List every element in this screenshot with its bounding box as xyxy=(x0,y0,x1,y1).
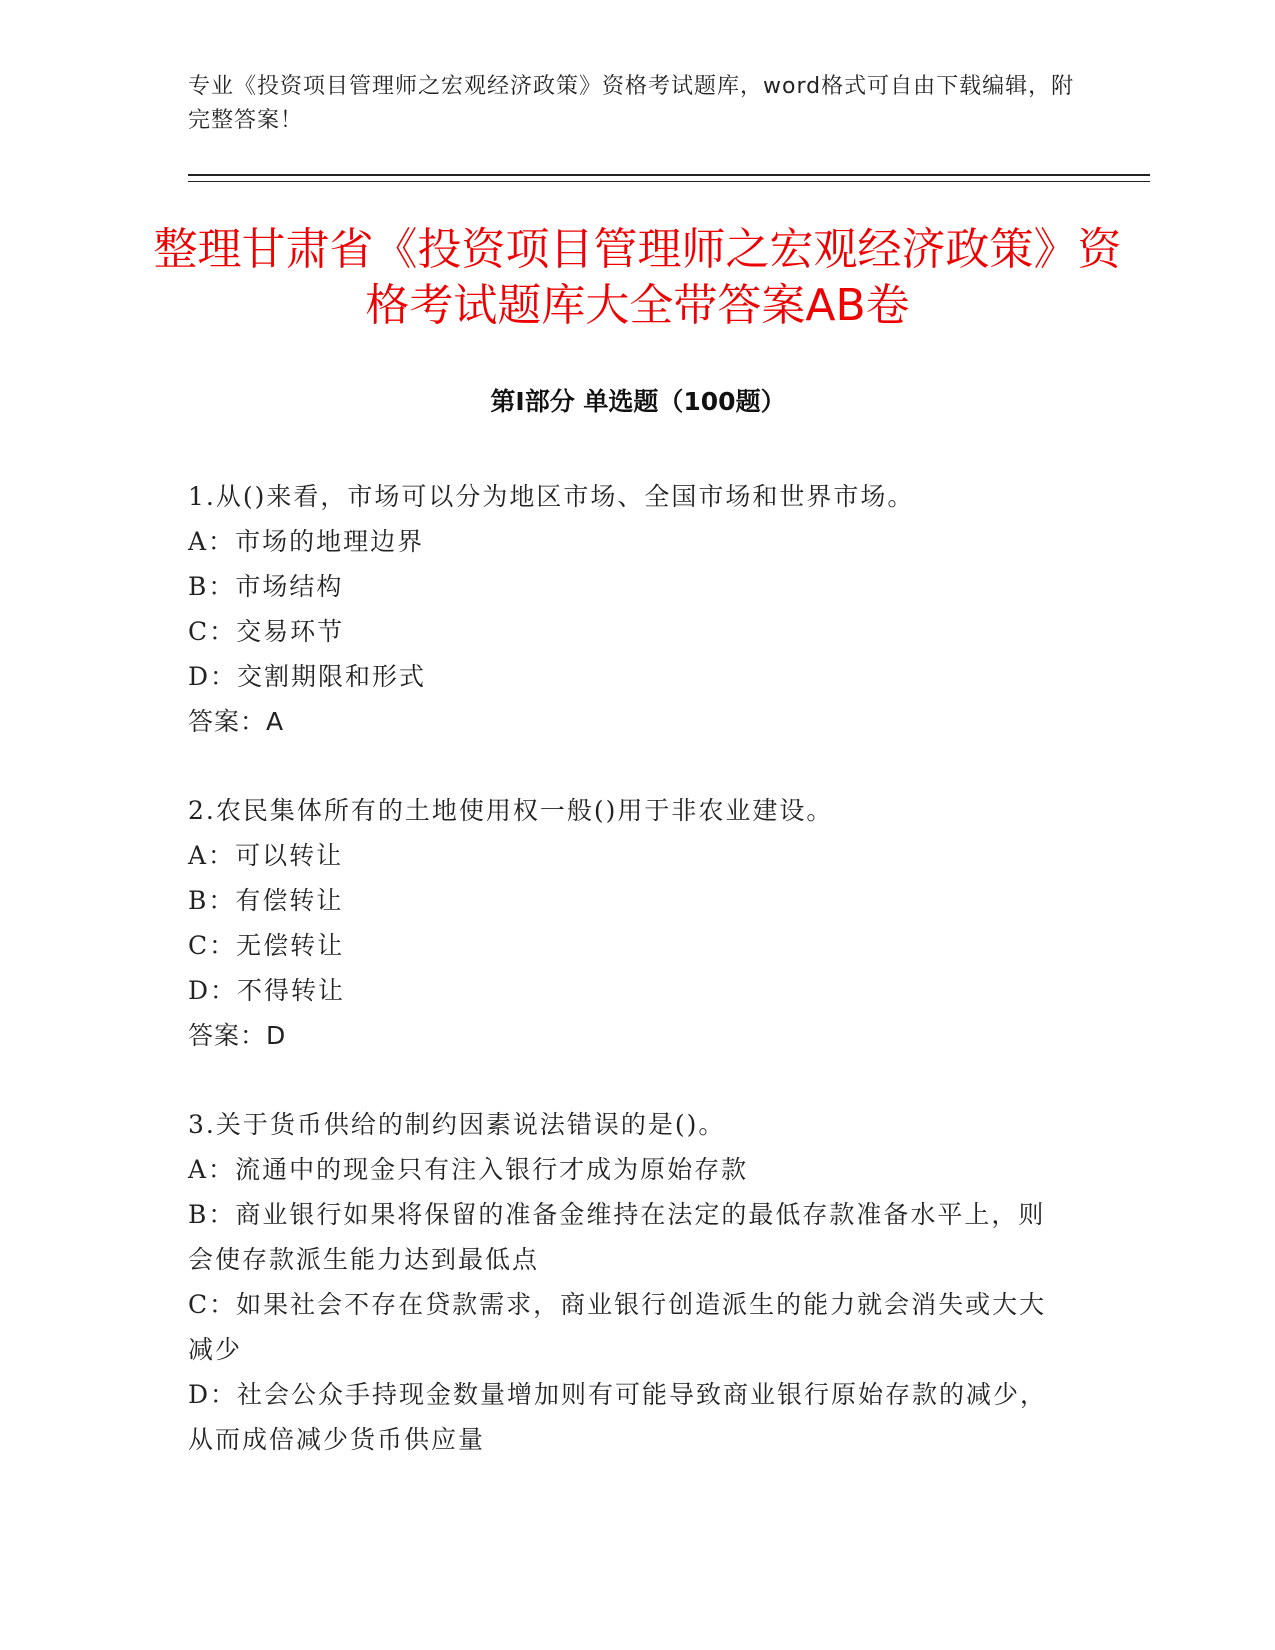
option-label: D： xyxy=(188,1380,238,1409)
option-label: B： xyxy=(188,572,236,601)
option-label: A： xyxy=(188,527,236,556)
question-stem: 1.从()来看，市场可以分为地区市场、全国市场和世界市场。 xyxy=(188,482,915,511)
option-label: C： xyxy=(188,617,237,646)
option-d xyxy=(188,654,1068,699)
question-list xyxy=(188,474,1068,1506)
option-d xyxy=(188,968,1068,1013)
header-divider-thick xyxy=(188,174,1150,176)
option-d xyxy=(188,1372,1068,1462)
option-a xyxy=(188,1147,1068,1192)
option-label: A： xyxy=(188,841,236,870)
option-text: 不得转让 xyxy=(237,976,346,1005)
option-label: C： xyxy=(188,931,237,960)
option-b xyxy=(188,564,1068,609)
question-stem: 3.关于货币供给的制约因素说法错误的是()。 xyxy=(188,1110,726,1139)
option-label: A： xyxy=(188,1155,236,1184)
option-text: 如果社会不存在贷款需求，商业银行创造派生的能力就会消失或大大减少 xyxy=(188,1290,1047,1364)
option-label: D： xyxy=(188,976,238,1005)
question-1 xyxy=(188,474,1068,744)
answer-line: 答案：D xyxy=(188,1021,287,1050)
question-stem: 2.农民集体所有的土地使用权一般()用于非农业建设。 xyxy=(188,796,834,825)
option-text: 交割期限和形式 xyxy=(237,662,427,691)
option-label: B： xyxy=(188,1200,236,1229)
option-label: C： xyxy=(188,1290,237,1319)
question-2 xyxy=(188,788,1068,1058)
option-text: 社会公众手持现金数量增加则有可能导致商业银行原始存款的减少，从而成倍减少货币供应量 xyxy=(188,1380,1048,1454)
option-text: 可以转让 xyxy=(235,841,344,870)
option-c xyxy=(188,923,1068,968)
option-text: 交易环节 xyxy=(236,617,345,646)
option-text: 市场结构 xyxy=(235,572,344,601)
section-heading: 第I部分 单选题（100题） xyxy=(490,387,786,416)
option-c xyxy=(188,1282,1068,1372)
option-a xyxy=(188,833,1068,878)
option-text: 无偿转让 xyxy=(236,931,345,960)
option-a xyxy=(188,519,1068,564)
option-b xyxy=(188,1192,1068,1282)
question-3 xyxy=(188,1102,1068,1462)
option-text: 有偿转让 xyxy=(235,886,344,915)
option-label: B： xyxy=(188,886,236,915)
option-text: 商业银行如果将保留的准备金维持在法定的最低存款准备水平上，则会使存款派生能力达到最低点 xyxy=(188,1200,1046,1274)
option-label: D： xyxy=(188,662,238,691)
option-c xyxy=(188,609,1068,654)
document-title: 整理甘肃省《投资项目管理师之宏观经济政策》资格考试题库大全带答案AB卷 xyxy=(153,224,1122,331)
header-divider-thin xyxy=(188,181,1150,182)
option-text: 流通中的现金只有注入银行才成为原始存款 xyxy=(235,1155,749,1184)
answer-line: 答案：A xyxy=(188,707,285,736)
option-text: 市场的地理边界 xyxy=(235,527,425,556)
document-header-note: 专业《投资项目管理师之宏观经济政策》资格考试题库，word格式可自由下载编辑，附完整答案！ xyxy=(188,74,1075,133)
option-b xyxy=(188,878,1068,923)
